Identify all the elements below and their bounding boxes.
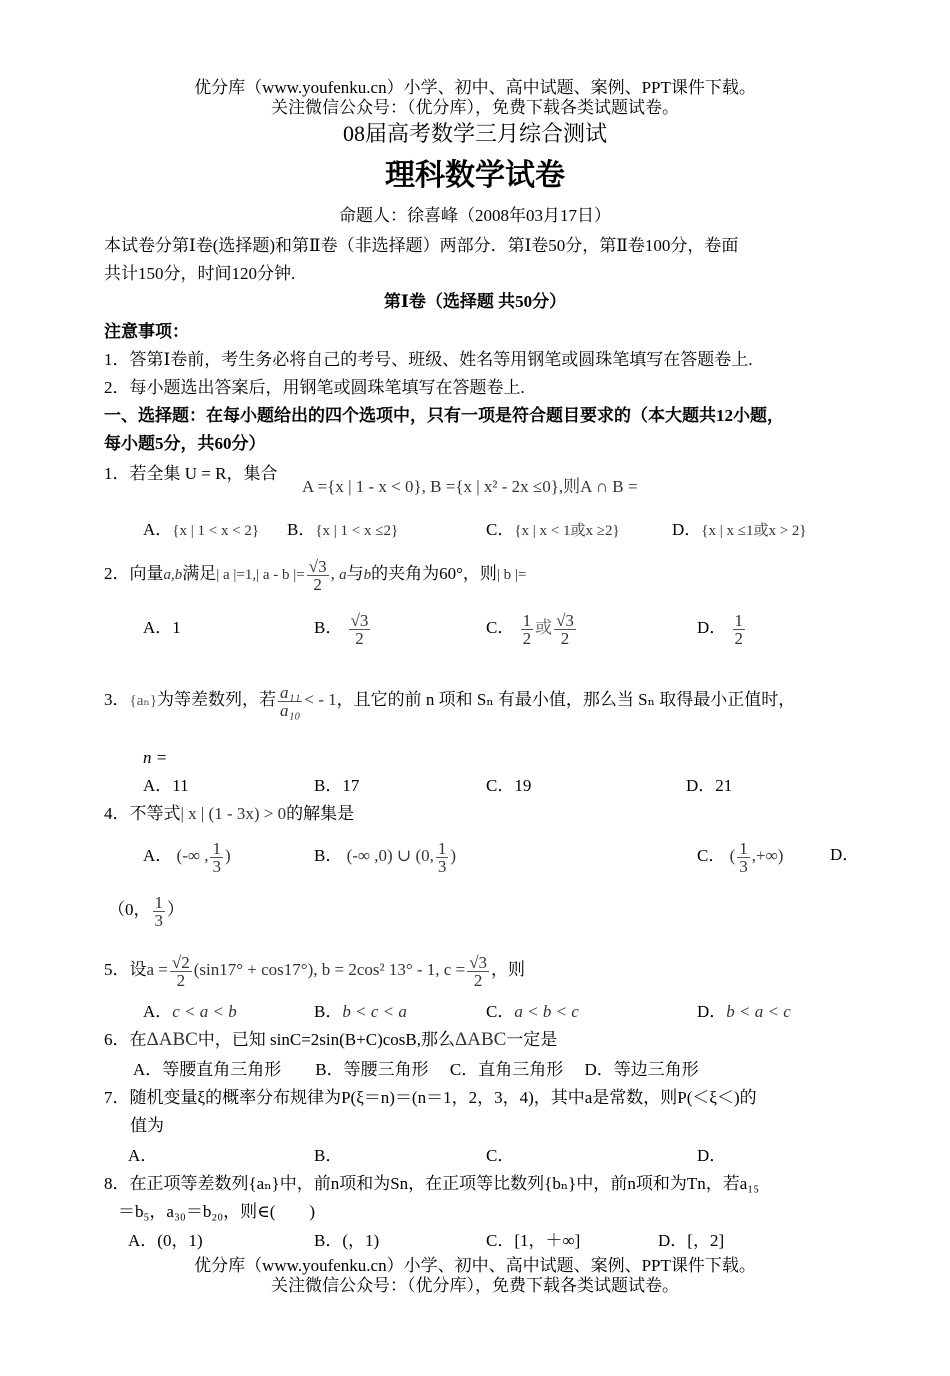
q2-stem: 2．向量	[104, 564, 164, 583]
q2-fraction	[307, 558, 329, 593]
q5-option-d	[697, 1002, 791, 1022]
exam-intro-line-2: 共计150分，时间120分钟.	[104, 264, 296, 283]
q2-option-b-den: 2	[355, 628, 364, 648]
q2-vars: a,b	[163, 567, 183, 583]
q2-option-c-num-2: √3	[556, 610, 574, 630]
q1-formula: A ={x | 1 - x < 0}, B ={x | x² - 2x ≤0},则A ∩ B =	[302, 477, 638, 496]
q5-stem-line	[104, 950, 525, 990]
q5-fraction-2-den: 2	[473, 970, 483, 990]
footer-line-2: 关注微信公众号：（优分库），免费下载各类试题试卷。	[271, 1276, 679, 1295]
q8-option-d: D．[，2]	[658, 1231, 725, 1250]
q2-option-c-fraction-2	[554, 612, 576, 647]
q3-stem: 3．	[104, 690, 130, 709]
q2-mid: 满足	[182, 564, 217, 583]
q2-option-d-den: 2	[734, 628, 744, 648]
q8-line-2: ＝b₅，a₃₀＝b₂₀，则∈( )	[118, 1202, 316, 1221]
q5-option-c	[486, 1002, 579, 1022]
q2-sep: ,	[330, 564, 335, 583]
q4-option-c-den: 3	[739, 856, 748, 876]
q3-option-b: B．17	[314, 776, 360, 795]
q1-option-a-label: A．	[143, 520, 173, 539]
q2-option-a	[143, 610, 181, 646]
q3-option-c: C．19	[486, 776, 532, 795]
q4-option-b-num: 1	[437, 838, 447, 858]
q6-options: A．等腰直角三角形 B．等腰三角形 C．直角三角形 D．等边三角形	[133, 1060, 699, 1079]
part-title-line-2: 每小题5分，共60分）	[104, 434, 266, 453]
section-title: 第Ⅰ卷（选择题 共50分）	[383, 292, 567, 311]
q3-n-line: n =	[143, 748, 168, 767]
q2-option-d-label: D．	[697, 618, 727, 637]
q4-option-a-value-2: )	[224, 846, 231, 865]
footer-line-1: 优分库（www.youfenku.cn）小学、初中、高中试题、案例、PPT课件下载。	[194, 1256, 756, 1275]
q5-option-d-value: b < a < c	[726, 1002, 791, 1021]
q2-text-2: 与	[346, 564, 364, 583]
q2-option-d-fraction	[733, 612, 746, 647]
q2-option-a-value: 1	[172, 618, 181, 637]
q4-option-a-den: 3	[212, 856, 221, 876]
q5-option-a-label: A．	[143, 1002, 173, 1021]
q5-fraction-1-num: √2	[171, 952, 190, 972]
q5-fraction-2-num: √3	[469, 952, 488, 972]
q4-option-c-value-2: ,+∞)	[751, 846, 784, 865]
q4-option-d	[108, 892, 184, 929]
q1-stem: 1．若全集 U = R，集合	[104, 464, 278, 483]
q2-vector-b: b	[363, 567, 372, 583]
q3-option-d: D．21	[686, 776, 733, 795]
note-1: 1．答第Ⅰ卷前，考生务必将自己的考号、班级、姓名等用钢笔或圆珠笔填写在答题卷上.	[104, 350, 753, 369]
q2-option-c	[486, 610, 578, 647]
q4-option-a-value-1: (-∞ ,	[176, 846, 209, 865]
q4-stem-line	[104, 804, 354, 824]
q3-text-2: ，且它的前 n 项和 Sₙ 有最小值，那么当 Sₙ 取得最小正值时，	[336, 690, 796, 709]
note-2: 2．每小题选出答案后，用钢笔或圆珠笔填写在答题卷上.	[104, 378, 525, 397]
q2-text-3: 的夹角为60°，则	[371, 564, 497, 583]
q1-option-a-value: {x | 1 < x < 2}	[172, 523, 260, 539]
q4-option-a-label: A．	[143, 846, 173, 865]
q4-option-b	[314, 838, 456, 875]
q2-option-d	[697, 610, 747, 647]
exam-title: 理科数学试卷	[385, 159, 565, 192]
q1-option-c-label: C．	[486, 520, 515, 539]
q5-option-b-value: b < c < a	[342, 1002, 407, 1021]
q5-option-b-label: B．	[314, 1002, 343, 1021]
q4-option-c-value-1: (	[729, 846, 736, 865]
q2-stem-line	[104, 554, 526, 595]
q1-option-d-value: {x | x ≤1或x > 2}	[701, 523, 807, 539]
q4-option-c-fraction	[737, 840, 750, 875]
q2-option-b-label: B．	[314, 618, 343, 637]
q6-stem: 6．在	[104, 1030, 147, 1049]
q4-option-d-num: 1	[154, 892, 163, 912]
q7-option-c: C．	[486, 1146, 515, 1165]
notes-title: 注意事项：	[104, 322, 189, 341]
q2-condition: | a |=1,| a - b |=	[216, 567, 305, 583]
header-line-2: 关注微信公众号：（优分库），免费下载各类试题试卷。	[271, 98, 679, 117]
q2-tail: | b |=	[496, 567, 527, 583]
q6-tail: 一定是	[506, 1030, 558, 1049]
q5-option-b	[314, 1002, 407, 1022]
q3-option-a: A．11	[143, 776, 189, 795]
q7-line-1: 7．随机变量ξ的概率分布规律为P(ξ＝n)＝(n＝1，2，3，4)，其中a是常数，则P(＜ξ＜)的	[104, 1088, 757, 1107]
q5-option-a	[143, 1002, 237, 1022]
q5-fraction-2	[467, 954, 489, 989]
q4-option-d-label: D．	[830, 845, 860, 864]
q8-option-a: A．(0，1)	[128, 1231, 203, 1250]
q5-tail: ，则	[491, 960, 526, 979]
q8-option-c: C．[1，＋∞]	[486, 1231, 581, 1250]
q4-option-b-fraction	[436, 840, 449, 875]
q6-text: 中，已知 sinC=2sin(B+C)cosB,那么	[197, 1030, 455, 1049]
q3-fraction-num: a₁₁	[280, 682, 301, 702]
q6-stem-line	[104, 1030, 557, 1050]
q4-option-c-label: C．	[697, 846, 726, 865]
q5-part-1: a =	[146, 960, 168, 979]
q4-option-d-den: 3	[154, 910, 163, 930]
q8-option-b: B．(，1)	[314, 1231, 380, 1250]
q3-text-1: 为等差数列，若	[157, 690, 277, 709]
q2-option-a-label: A．	[143, 618, 173, 637]
q5-fraction-1	[170, 954, 192, 989]
exam-intro-line-1: 本试卷分第Ⅰ卷(选择题)和第Ⅱ卷（非选择题）两部分．第Ⅰ卷50分，第Ⅱ卷100分，卷面	[104, 236, 739, 255]
q3-fraction	[278, 684, 302, 719]
q4-option-b-value-1: (-∞ ,0) ∪ (0,	[346, 846, 434, 865]
header-line-1: 优分库（www.youfenku.cn）小学、初中、高中试题、案例、PPT课件下载。	[194, 78, 756, 97]
q1-option-b	[287, 520, 398, 541]
q5-option-c-value: a < b < c	[514, 1002, 579, 1021]
q4-option-b-label: B．	[314, 846, 343, 865]
q2-option-d-num: 1	[734, 610, 744, 630]
q2-option-c-num-1: 1	[522, 610, 532, 630]
q3-fraction-den: a₁₀	[280, 700, 301, 720]
q3-inequality: < - 1	[304, 690, 337, 709]
q1-option-a	[143, 520, 259, 541]
q2-option-c-den-1: 2	[522, 628, 532, 648]
q2-vector-a: a	[339, 567, 347, 583]
q2-option-c-label: C．	[486, 618, 515, 637]
q5-option-d-label: D．	[697, 1002, 727, 1021]
q2-fraction-num: √3	[308, 556, 327, 576]
q4-option-b-den: 3	[437, 856, 447, 876]
q5-option-c-label: C．	[486, 1002, 515, 1021]
q4-option-c	[697, 838, 783, 875]
q8-line-1: 8．在正项等差数列{aₙ}中，前n项和为Sn，在正项等比数列{bₙ}中，前n项和为Tn，若a₁₅	[104, 1174, 760, 1193]
q2-option-c-or: 或	[535, 618, 553, 637]
q7-option-a: A．	[128, 1146, 158, 1165]
q2-option-c-fraction-1	[521, 612, 534, 647]
q4-option-d-value-1: （0，	[108, 900, 151, 919]
q4-option-b-value-2: )	[450, 846, 457, 865]
q4-formula: | x | (1 - 3x) > 0	[180, 804, 287, 823]
q1-option-d	[672, 520, 807, 541]
q5-fraction-1-den: 2	[176, 970, 186, 990]
q5-option-a-value: c < a < b	[172, 1002, 237, 1021]
q3-sequence: {aₙ}	[129, 693, 158, 709]
q5-part-2: (sin17° + cos17°), b = 2cos² 13° - 1, c =	[193, 960, 466, 979]
q1-option-b-value: {x | 1 < x ≤2}	[315, 523, 399, 539]
q4-option-a	[143, 838, 231, 875]
q1-option-b-label: B．	[287, 520, 316, 539]
q4-tail: 的解集是	[286, 804, 355, 823]
q5-stem: 5．设	[104, 960, 147, 979]
q4-option-d-fraction	[153, 894, 166, 929]
q4-stem: 4．不等式	[104, 804, 181, 823]
part-title-line-1: 一、选择题：在每小题给出的四个选项中，只有一项是符合题目要求的（本大题共12小题，	[104, 406, 784, 425]
q7-option-b: B．	[314, 1146, 343, 1165]
q2-fraction-den: 2	[313, 574, 322, 594]
q1-option-c	[486, 520, 620, 541]
q2-option-b-num: √3	[350, 610, 369, 630]
q7-option-d: D．	[697, 1146, 727, 1165]
q1-option-d-label: D．	[672, 520, 702, 539]
q6-triangle-2: ΔABC	[455, 1029, 507, 1050]
q6-triangle-1: ΔABC	[146, 1029, 198, 1050]
q3-stem-line	[104, 678, 795, 723]
q2-option-c-den-2: 2	[560, 628, 570, 648]
q4-option-a-num: 1	[212, 838, 221, 858]
q1-option-c-value: {x | x < 1或x ≥2}	[514, 523, 620, 539]
q4-option-c-num: 1	[739, 838, 748, 858]
q4-option-d-value-2: ）	[167, 900, 184, 919]
q2-option-b-fraction	[349, 612, 371, 647]
q4-option-a-fraction	[210, 840, 223, 875]
exam-subtitle: 08届高考数学三月综合测试	[342, 121, 607, 146]
exam-author: 命题人：徐喜峰（2008年03月17日）	[339, 206, 611, 225]
q2-option-b	[314, 610, 372, 647]
q7-line-2: 值为	[130, 1116, 164, 1135]
